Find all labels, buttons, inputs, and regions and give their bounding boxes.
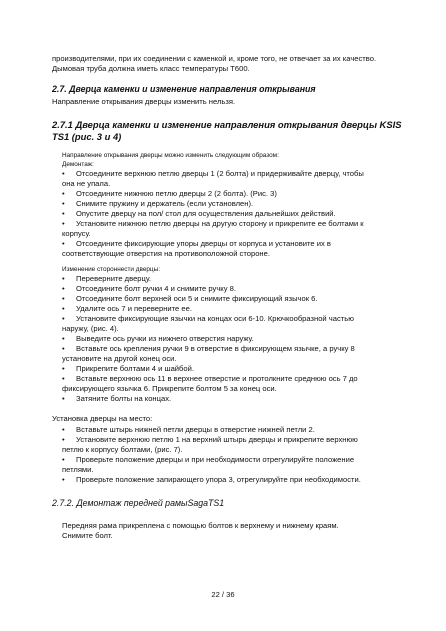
dismount-list: [52, 169, 412, 259]
intro-line: производителями, при их соединении с каменкой и, кроме того, не отвечает за их качество.: [52, 54, 377, 63]
note-direction: Направление открывания дверцы можно изменить следующим образом:: [62, 151, 279, 159]
list-item: • Удалите ось 7 и переверните ее.: [62, 303, 192, 313]
section-2-7-1-heading-line1: 2.7.1 Дверца каменки и изменение направления открывания дверцы KSIS: [52, 118, 402, 130]
note-change-side: Изменение стороннести дверцы:: [62, 265, 160, 273]
page-number: 22 / 36: [211, 590, 235, 599]
list-item-continuation: фиксирующего язычка 6. Прикрепите болтом 5 за конец оси.: [62, 383, 277, 393]
list-item-continuation: соответствующие отверстия на противоположной стороне.: [62, 248, 270, 258]
mount-list: [52, 425, 412, 485]
list-item: • Установите нижнюю петлю дверцы на другую сторону и прикрепите ее болтами к: [62, 218, 364, 228]
list-item: • Установите верхнюю петлю 1 на верхний штырь дверцы и прикрепите верхнюю: [62, 434, 358, 444]
document-page: [52, 54, 412, 541]
list-item: • Вставьте верхнюю ось 11 в верхнее отверстие и протолкните среднюю ось 7 до: [62, 373, 358, 383]
list-item: • Установите фиксирующие язычки на концах оси 6-10. Крючкообразной частью: [62, 313, 354, 323]
list-item: • Отсоедините верхнюю петлю дверцы 1 (2 болта) и придерживайте дверцу, чтобы: [62, 168, 364, 178]
section-2-7-2-text: Снимите болт.: [62, 530, 113, 540]
list-item-continuation: корпусу.: [62, 228, 91, 238]
section-2-7-text: Направление открывания дверцы изменить нельзя.: [52, 97, 236, 107]
list-item: • Вставьте штырь нижней петли дверцы в отверстие нижней петли 2.: [62, 424, 315, 434]
list-item: • Переверните дверцу.: [62, 273, 152, 283]
list-item-continuation: она не упала.: [62, 178, 111, 188]
section-2-7-heading: 2.7. Дверца каменки и изменение направления открывания: [52, 84, 316, 95]
list-item-continuation: петлями.: [62, 464, 94, 474]
list-item: • Снимите пружину и держатель (если установлен).: [62, 198, 254, 208]
list-item: • Отсоедините фиксирующие упоры дверцы от корпуса и установите их в: [62, 238, 331, 248]
list-item-continuation: установите на другой конец оси.: [62, 353, 177, 363]
list-item: • Проверьте положение дверцы и при необходимости отрегулируйте положение: [62, 454, 355, 464]
intro-line: Дымовая труба должна иметь класс температуры T600.: [52, 64, 250, 74]
note-dismount: Демонтаж:: [62, 160, 94, 168]
mount-lead: Установка дверцы на место:: [52, 413, 153, 423]
section-2-7-1-heading: [52, 119, 412, 143]
list-item: • Проверьте положение запирающего упора 3, отрегулируйте при необходимости.: [62, 474, 361, 484]
section-2-7-2-body: [52, 521, 412, 541]
list-item: • Отсоедините болт верхней оси 5 и снимите фиксирующий язычок 6.: [62, 293, 318, 303]
section-2-7-1-heading-line2: TS1 (рис. 3 и 4): [52, 130, 122, 142]
list-item: • Прикрепите болтами 4 и шайбой.: [62, 363, 194, 373]
list-item: • Затяните болты на концах.: [62, 393, 172, 403]
section-2-7-2-text: Передняя рама прикреплена с помощью болтов к верхнему и нижнему краям.: [62, 520, 339, 530]
list-item-continuation: петлю к корпусу болтами, (рис. 7).: [62, 444, 183, 454]
list-item: • Вставьте ось крепления ручки 9 в отверстие в фиксирующем язычке, а ручку 8: [62, 343, 355, 353]
list-item: • Опустите дверцу на пол/ стол для осуществления дальнейших действий.: [62, 208, 336, 218]
list-item-continuation: наружу, (рис. 4).: [62, 323, 119, 333]
section-2-7-2-heading: 2.7.2. Демонтаж передней рамыSagaTS1: [52, 497, 225, 508]
list-item: • Отсоедините нижнюю петлю дверцы 2 (2 болта). (Рис. 3): [62, 188, 277, 198]
change-side-list: [52, 274, 412, 404]
list-item: • Выведите ось ручки из нижнего отверстия наружу.: [62, 333, 254, 343]
list-item: • Отсоедините болт ручки 4 и снимите ручку 8.: [62, 283, 236, 293]
